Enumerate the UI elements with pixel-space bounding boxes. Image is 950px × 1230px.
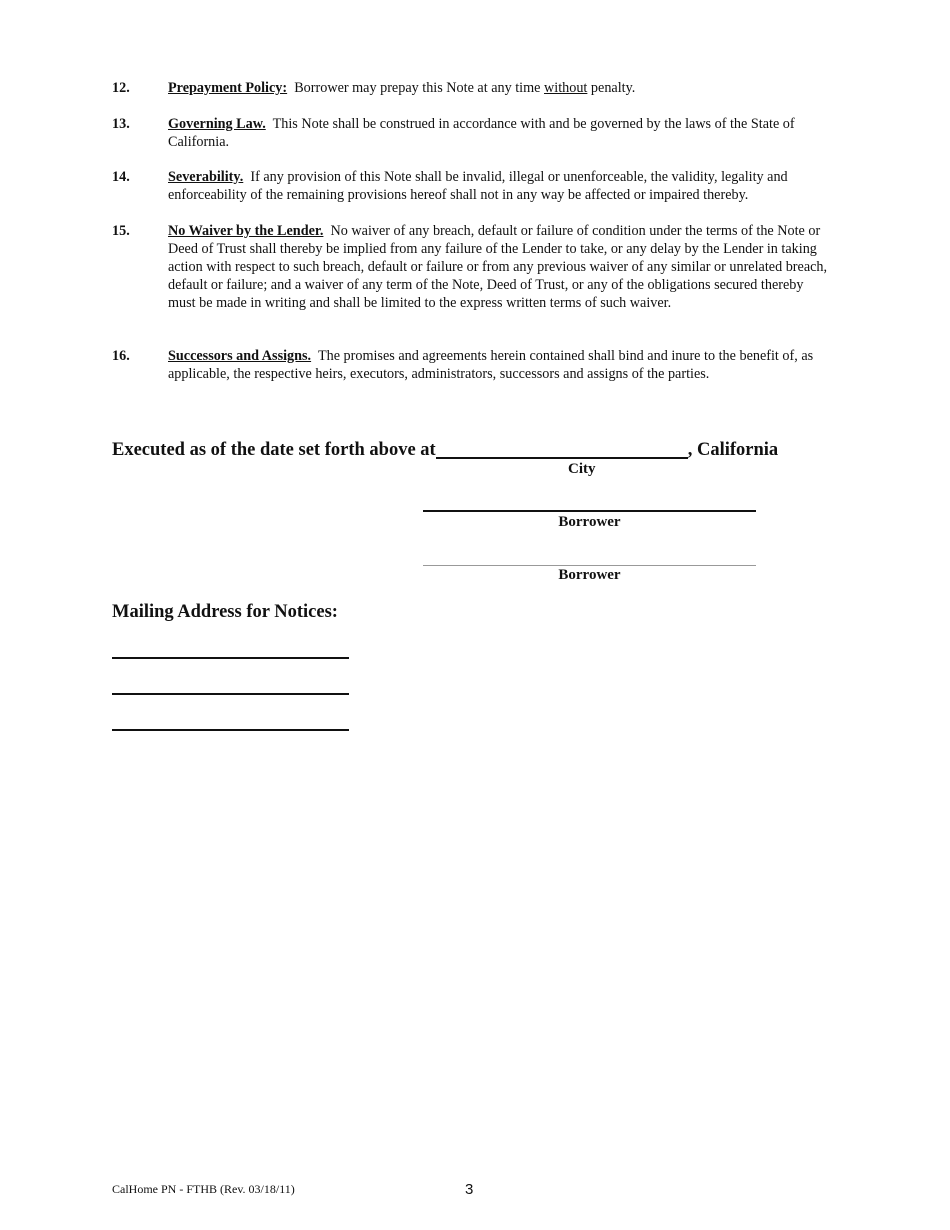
borrower-label-1: Borrower [558,514,621,530]
clause-body [168,222,830,312]
clause-text: The promises and agreements herein contained shall bind and inure to the benefit of, as applicable, the respective heirs, executors, administrators, successors and assigns of the parties. [168,348,814,382]
clause-number: 14. [112,169,130,185]
city-label: City [568,461,596,477]
clause-heading: No Waiver by the Lender. [168,223,324,239]
borrower-label-2: Borrower [558,567,621,583]
mailing-address-heading: Mailing Address for Notices: [112,602,338,622]
execution-suffix: , California [687,440,779,460]
clause-16 [112,347,830,383]
clause-text: Borrower may prepay this Note at any time [294,80,545,96]
clause-number: 15. [112,223,130,239]
form-identifier: CalHome PN - FTHB (Rev. 03/18/11) [112,1182,295,1196]
clause-heading: Prepayment Policy: [168,80,288,96]
mailing-address-line-3[interactable] [112,729,349,731]
clause-body [168,115,830,151]
clause-text: If any provision of this Note shall be invalid, illegal or unenforceable, the validity, legality and enforceability of the remaining provisions hereof shall not in any way be affected or impaired thereby. [168,169,788,203]
city-blank-line[interactable] [436,439,688,459]
mailing-address-line-1[interactable] [112,657,349,659]
clause-body [168,347,830,383]
clause-text: This Note shall be construed in accordance with and be governed by the laws of the State of California. [168,116,795,150]
borrower-signature-line-2[interactable] [423,565,756,566]
clause-number: 16. [112,348,130,364]
clause-heading: Successors and Assigns. [168,348,312,364]
clause-body [168,79,830,97]
clause-text-end: penalty. [587,80,636,96]
page-number: 3 [465,1181,474,1198]
clause-emphasis: without [544,80,588,96]
clause-heading: Severability. [168,169,244,185]
clause-14 [112,168,830,204]
clause-15 [112,222,830,312]
clause-number: 12. [112,80,130,96]
clause-13 [112,115,830,151]
borrower-signature-line-1[interactable] [423,510,756,512]
clause-heading: Governing Law. [168,116,266,132]
clause-body [168,168,830,204]
execution-prefix: Executed as of the date set forth above at [112,440,436,460]
clause-text: No waiver of any breach, default or failure of condition under the terms of the Note or Deed of Trust shall thereby be implied from any failure of the Lender to take, or any delay by the Lender in taking action with respect to such breach, default or failure or from any previous waiver of any similar or unrelated breach, default or failure; and a waiver of any term of the Note, Deed of Trust, or any of the obligations secured thereby must be made in writing and shall be limited to the express written terms of such waiver. [168,223,828,311]
execution-statement [112,439,778,461]
clause-12 [112,79,830,97]
mailing-address-line-2[interactable] [112,693,349,695]
clause-number: 13. [112,116,130,132]
